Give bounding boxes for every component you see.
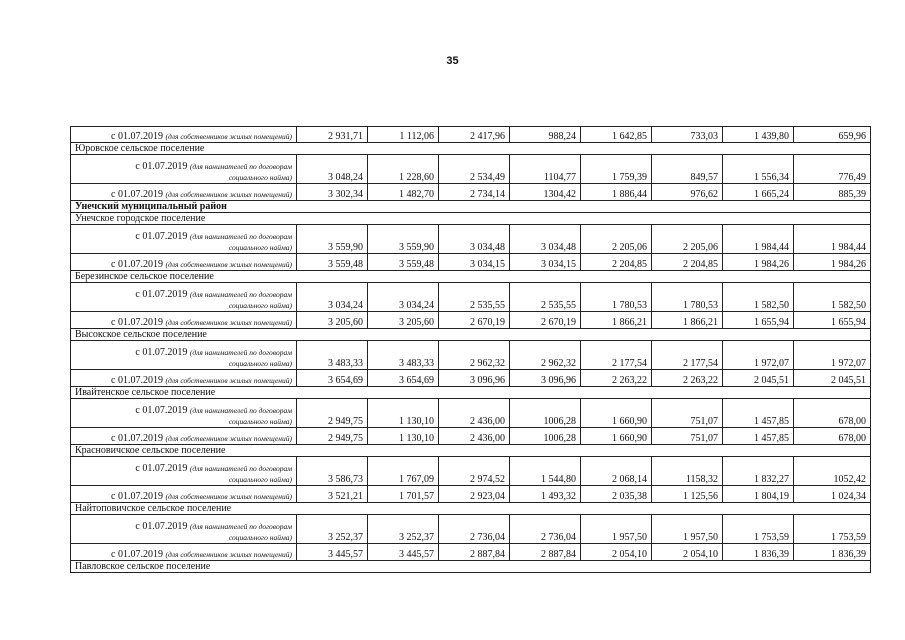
tariff-value-col-4: 988,24 [510,127,581,143]
tariff-value-col-2: 1 482,70 [368,184,439,201]
tariff-value-col-5: 1 759,39 [581,155,652,184]
row-date: с 01.07.2019 [111,259,166,270]
row-note: (для нанимателей по договорам [189,290,292,299]
row-note-cont: социального найма) [228,301,292,310]
tariff-value-col-5: 1 780,53 [581,283,652,312]
tariff-value-col-3: 2 436,00 [439,428,510,445]
tariff-value-col-3: 2 670,19 [439,312,510,329]
tariff-value-col-5: 2 054,10 [581,544,652,561]
tariff-value-col-7: 1 665,24 [723,184,794,201]
section-title: Унечское городское поселение [71,213,871,225]
tariff-value-col-6: 2 263,22 [652,370,723,387]
row-label [71,254,297,271]
tariff-value-col-1: 3 654,69 [297,370,368,387]
row-date: с 01.07.2019 [111,433,166,444]
row-date: с 01.07.2019 [135,463,190,474]
tariff-value-col-1: 3 559,90 [297,225,368,254]
tariff-value-col-6: 1158,32 [652,457,723,486]
tariff-value-col-1: 3 302,34 [297,184,368,201]
row-label [71,312,297,329]
section-title: Унечский муниципальный район [71,201,871,213]
tariff-value-col-7: 1 972,07 [723,341,794,370]
tariff-value-col-8: 1 024,34 [794,486,871,503]
tariff-value-col-5: 2 035,38 [581,486,652,503]
row-note: (для нанимателей по договорам [189,406,292,415]
tariff-value-col-6: 1 866,21 [652,312,723,329]
tariff-value-col-1: 3 048,24 [297,155,368,184]
row-label [71,399,297,428]
row-note: (для собственников жилых помещений) [165,260,292,269]
tariff-value-col-5: 1 660,90 [581,428,652,445]
row-note-cont: социального найма) [228,417,292,426]
owners-tariff-row [71,184,871,201]
tariff-value-col-7: 1 832,27 [723,457,794,486]
tariff-value-col-8: 885,39 [794,184,871,201]
tariff-value-col-3: 3 034,48 [439,225,510,254]
row-date: с 01.07.2019 [135,521,190,532]
tariff-value-col-3: 2 535,55 [439,283,510,312]
tariff-value-col-8: 659,96 [794,127,871,143]
tariff-value-col-1: 2 949,75 [297,428,368,445]
settlement-header-row [71,329,871,341]
tariff-value-col-8: 678,00 [794,428,871,445]
row-label [71,184,297,201]
row-date: с 01.07.2019 [111,375,166,386]
tenants-tariff-row [71,399,871,428]
tariff-value-col-7: 1 804,19 [723,486,794,503]
tariff-value-col-5: 2 068,14 [581,457,652,486]
tariff-value-col-2: 1 112,06 [368,127,439,143]
row-label [71,341,297,370]
tariff-value-col-2: 1 701,57 [368,486,439,503]
tenants-tariff-row [71,341,871,370]
tariff-value-col-6: 2 054,10 [652,544,723,561]
row-label [71,544,297,561]
row-label [71,155,297,184]
tariff-value-col-4: 3 034,48 [510,225,581,254]
tariff-value-col-5: 1 866,21 [581,312,652,329]
owners-tariff-row [71,254,871,271]
tariff-value-col-2: 3 205,60 [368,312,439,329]
tariff-value-col-4: 2 535,55 [510,283,581,312]
tariff-value-col-4: 3 096,96 [510,370,581,387]
row-note-cont: социального найма) [228,173,292,182]
tariff-value-col-2: 3 559,90 [368,225,439,254]
tariff-value-col-1: 3 483,33 [297,341,368,370]
settlement-header-row [71,143,871,155]
tariff-value-col-7: 1 984,44 [723,225,794,254]
tariff-value-col-6: 751,07 [652,428,723,445]
tariff-value-col-7: 1 984,26 [723,254,794,271]
tariff-value-col-2: 3 654,69 [368,370,439,387]
row-note-cont: социального найма) [228,533,292,542]
row-note: (для собственников жилых помещений) [165,434,292,443]
tariff-value-col-6: 849,57 [652,155,723,184]
section-title: Павловское сельское поселение [71,561,871,573]
tariff-value-col-6: 1 780,53 [652,283,723,312]
settlement-header-row [71,503,871,515]
tariff-value-col-2: 3 034,24 [368,283,439,312]
row-note: (для нанимателей по договорам [189,162,292,171]
tariff-value-col-4: 2 736,04 [510,515,581,544]
district-header-row [71,201,871,213]
tariff-value-col-2: 3 559,48 [368,254,439,271]
tenants-tariff-row [71,283,871,312]
row-note: (для собственников жилых помещений) [165,190,292,199]
tariff-value-col-1: 3 559,48 [297,254,368,271]
row-note: (для собственников жилых помещений) [165,376,292,385]
tariff-value-col-8: 1 984,44 [794,225,871,254]
page-number: 35 [446,55,459,67]
row-date: с 01.07.2019 [135,231,190,242]
section-title: Ивайтенское сельское поселение [71,387,871,399]
tariff-value-col-4: 1006,28 [510,428,581,445]
tariff-table [70,126,871,573]
tariff-value-col-6: 733,03 [652,127,723,143]
row-date: с 01.07.2019 [111,491,166,502]
row-label [71,127,297,143]
row-note: (для нанимателей по договорам [189,522,292,531]
tenants-tariff-row [71,457,871,486]
tariff-value-col-3: 3 096,96 [439,370,510,387]
tariff-value-col-6: 1 125,56 [652,486,723,503]
tariff-value-col-7: 1 836,39 [723,544,794,561]
row-date: с 01.07.2019 [135,347,190,358]
tariff-value-col-4: 2 887,84 [510,544,581,561]
row-date: с 01.07.2019 [111,131,166,142]
tariff-value-col-2: 1 767,09 [368,457,439,486]
section-title: Найтоповичское сельское поселение [71,503,871,515]
tariff-value-col-2: 1 130,10 [368,428,439,445]
settlement-header-row [71,561,871,573]
tariff-value-col-5: 1 886,44 [581,184,652,201]
row-date: с 01.07.2019 [135,405,190,416]
tariff-value-col-2: 1 130,10 [368,399,439,428]
tenants-tariff-row [71,515,871,544]
tariff-value-col-5: 2 204,85 [581,254,652,271]
tariff-value-col-7: 1 457,85 [723,428,794,445]
tariff-value-col-2: 3 483,33 [368,341,439,370]
row-label [71,370,297,387]
tariff-value-col-3: 2 962,32 [439,341,510,370]
row-label [71,457,297,486]
row-note: (для собственников жилых помещений) [165,132,292,141]
row-date: с 01.07.2019 [111,549,166,560]
tariff-value-col-6: 976,62 [652,184,723,201]
row-label [71,283,297,312]
tariff-value-col-4: 1104,77 [510,155,581,184]
tariff-value-col-4: 3 034,15 [510,254,581,271]
row-note: (для нанимателей по договорам [189,232,292,241]
tariff-value-col-8: 1 582,50 [794,283,871,312]
tariff-value-col-4: 1 544,80 [510,457,581,486]
settlement-header-row [71,387,871,399]
tariff-value-col-3: 2 887,84 [439,544,510,561]
tariff-value-col-4: 1304,42 [510,184,581,201]
tariff-value-col-3: 2 974,52 [439,457,510,486]
row-note: (для собственников жилых помещений) [165,492,292,501]
tariff-value-col-4: 1006,28 [510,399,581,428]
tariff-value-col-1: 3 445,57 [297,544,368,561]
tariff-value-col-8: 678,00 [794,399,871,428]
tariff-value-col-5: 2 263,22 [581,370,652,387]
row-note: (для нанимателей по договорам [189,464,292,473]
tariff-value-col-1: 2 949,75 [297,399,368,428]
tariff-value-col-3: 2 736,04 [439,515,510,544]
tariff-value-col-5: 1 642,85 [581,127,652,143]
tariff-value-col-3: 2 734,14 [439,184,510,201]
tariff-value-col-3: 3 034,15 [439,254,510,271]
tariff-value-col-8: 1 753,59 [794,515,871,544]
tariff-value-col-7: 1 753,59 [723,515,794,544]
tariff-value-col-6: 751,07 [652,399,723,428]
tariff-value-col-1: 3 252,37 [297,515,368,544]
tariff-value-col-8: 776,49 [794,155,871,184]
row-note: (для собственников жилых помещений) [165,550,292,559]
row-label [71,515,297,544]
section-title: Высокское сельское поселение [71,329,871,341]
tariff-value-col-6: 1 957,50 [652,515,723,544]
tariff-value-col-3: 2 923,04 [439,486,510,503]
owners-tariff-row [71,486,871,503]
section-title: Березинское сельское поселение [71,271,871,283]
tariff-value-col-3: 2 417,96 [439,127,510,143]
settlement-header-row [71,213,871,225]
tariff-value-col-1: 2 931,71 [297,127,368,143]
tariff-value-col-7: 2 045,51 [723,370,794,387]
tariff-value-col-8: 1 984,26 [794,254,871,271]
tariff-value-col-7: 1 457,85 [723,399,794,428]
tariff-value-col-8: 1 972,07 [794,341,871,370]
tariff-value-col-5: 2 205,06 [581,225,652,254]
row-note-cont: социального найма) [228,359,292,368]
tariff-value-col-5: 1 660,90 [581,399,652,428]
tariff-value-col-1: 3 521,21 [297,486,368,503]
row-note: (для собственников жилых помещений) [165,318,292,327]
tariff-value-col-2: 3 445,57 [368,544,439,561]
row-date: с 01.07.2019 [111,317,166,328]
tenants-tariff-row [71,155,871,184]
tariff-value-col-3: 2 436,00 [439,399,510,428]
tariff-value-col-5: 1 957,50 [581,515,652,544]
tariff-value-col-7: 1 655,94 [723,312,794,329]
tariff-value-col-7: 1 439,80 [723,127,794,143]
tariff-value-col-4: 2 962,32 [510,341,581,370]
tariff-value-col-8: 1 655,94 [794,312,871,329]
tariff-value-col-8: 1 836,39 [794,544,871,561]
tariff-value-col-1: 3 205,60 [297,312,368,329]
tariff-value-col-4: 1 493,32 [510,486,581,503]
settlement-header-row [71,445,871,457]
owners-tariff-row [71,127,871,143]
tariff-value-col-8: 2 045,51 [794,370,871,387]
tariff-value-col-6: 2 177,54 [652,341,723,370]
owners-tariff-row [71,428,871,445]
tariff-value-col-6: 2 205,06 [652,225,723,254]
row-label [71,486,297,503]
row-note-cont: социального найма) [228,243,292,252]
tenants-tariff-row [71,225,871,254]
owners-tariff-row [71,370,871,387]
row-note-cont: социального найма) [228,475,292,484]
row-label [71,428,297,445]
tariff-value-col-7: 1 582,50 [723,283,794,312]
tariff-value-col-2: 1 228,60 [368,155,439,184]
tariff-value-col-3: 2 534,49 [439,155,510,184]
settlement-header-row [71,271,871,283]
row-note: (для нанимателей по договорам [189,348,292,357]
owners-tariff-row [71,544,871,561]
owners-tariff-row [71,312,871,329]
section-title: Красновичское сельское поселение [71,445,871,457]
tariff-value-col-7: 1 556,34 [723,155,794,184]
tariff-value-col-6: 2 204,85 [652,254,723,271]
section-title: Юровское сельское поселение [71,143,871,155]
row-label [71,225,297,254]
row-date: с 01.07.2019 [135,289,190,300]
tariff-value-col-1: 3 586,73 [297,457,368,486]
row-date: с 01.07.2019 [111,189,166,200]
tariff-value-col-4: 2 670,19 [510,312,581,329]
tariff-value-col-8: 1052,42 [794,457,871,486]
tariff-value-col-5: 2 177,54 [581,341,652,370]
row-date: с 01.07.2019 [135,161,190,172]
tariff-value-col-2: 3 252,37 [368,515,439,544]
tariff-value-col-1: 3 034,24 [297,283,368,312]
